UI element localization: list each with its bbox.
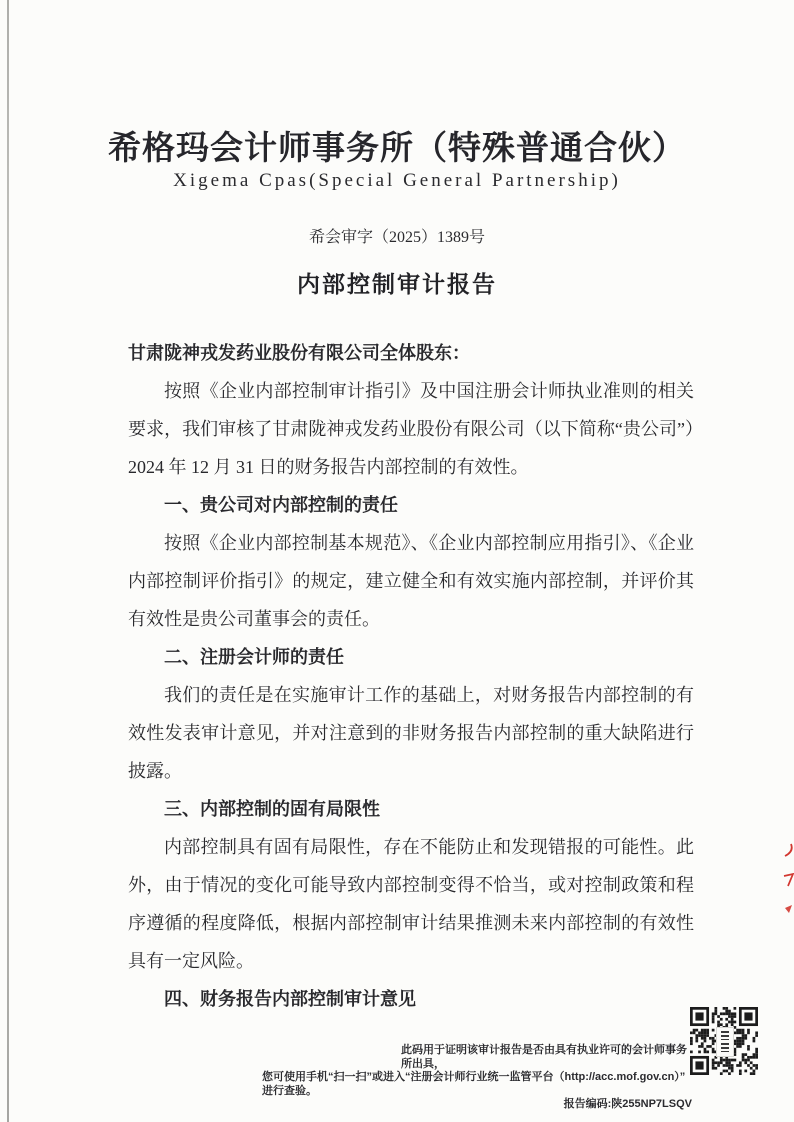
- document-number: 希会审字（2025）1389号: [308, 229, 485, 246]
- firm-name-chinese: 希格玛会计师事务所（特殊普通合伙）: [108, 129, 686, 166]
- qr-code-icon: [690, 1007, 758, 1075]
- verification-notice-line-2: 您可使用手机“扫一扫”或进入“注册会计师行业统一监管平台（http://acc.mof.gov.cn）” 进行查验。: [262, 1071, 686, 1097]
- report-code-label: 报告编码:: [563, 1098, 612, 1110]
- section-heading-1: 一、贵公司对内部控制的责任: [164, 495, 398, 515]
- section-2-paragraph: 我们的责任是在实施审计工作的基础上，对财务报告内部控制的有效性发表审计意见，并对注意到的非财务报告内部控制的重大缺陷进行披露。: [128, 685, 694, 781]
- red-edge-mark-icon: [782, 843, 794, 857]
- red-edge-mark-icon: [782, 873, 794, 887]
- verification-notice: [262, 1044, 692, 1112]
- intro-paragraph: 按照《企业内部控制审计指引》及中国注册会计师执业准则的相关要求，我们审核了甘肃陇神戎发药业股份有限公司（以下简称“贵公司”）2024 年 12 月 31 日的财务报告内部控制的有效性。: [128, 381, 694, 477]
- section-heading-2: 二、注册会计师的责任: [164, 647, 344, 667]
- red-edge-mark-icon: [782, 903, 794, 915]
- section-3-paragraph: 内部控制具有固有局限性，存在不能防止和发现错报的可能性。此外，由于情况的变化可能导致内部控制变得不恰当，或对控制政策和程序遵循的程度降低，根据内部控制审计结果推测未来内部控制的有效性具有一定风险。: [128, 837, 694, 971]
- verification-notice-line-1: 此码用于证明该审计报告是否由具有执业许可的会计师事务所出具，: [401, 1044, 687, 1070]
- qr-center-label: [716, 1027, 734, 1057]
- section-1-paragraph: 按照《企业内部控制基本规范》、《企业内部控制应用指引》、《企业内部控制评价指引》的规定，建立健全和有效实施内部控制，并评价其有效性是贵公司董事会的责任。: [128, 533, 694, 629]
- section-heading-4: 四、财务报告内部控制审计意见: [164, 989, 416, 1009]
- report-title: 内部控制审计报告: [297, 272, 497, 297]
- red-edge-marks: [782, 843, 794, 931]
- firm-name-english: Xigema Cpas(Special General Partnership): [173, 170, 621, 191]
- report-code-value: 陕255NP7LSQV: [611, 1098, 692, 1110]
- section-heading-3: 三、内部控制的固有局限性: [164, 799, 380, 819]
- report-code-line: [262, 1098, 692, 1112]
- report-body: [128, 334, 694, 1018]
- salutation-line: 甘肃陇神戎发药业股份有限公司全体股东：: [128, 343, 470, 363]
